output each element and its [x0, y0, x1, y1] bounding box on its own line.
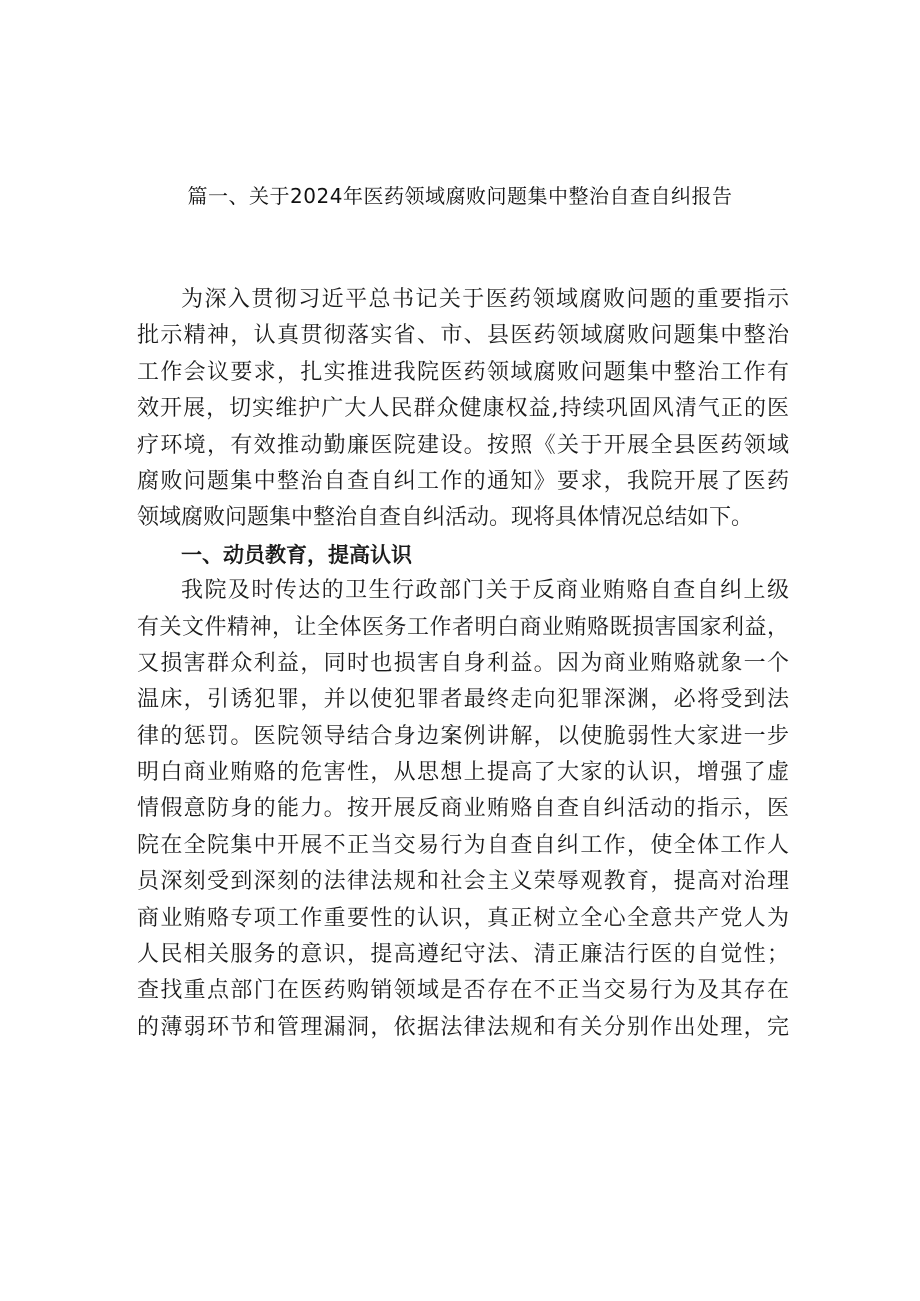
text-line: 明白商业贿赂的危害性，从思想上提高了大家的认识，增强了虚 [137, 760, 789, 786]
text-line: 商业贿赂专项工作重要性的认识，真正树立全心全意共产党人为 [137, 905, 789, 931]
text-line: 工作会议要求，扎实推进我院医药领域腐败问题集中整治工作有 [137, 359, 789, 385]
text-line: 查找重点部门在医药购销领域是否存在不正当交易行为及其存在 [137, 978, 789, 1004]
text-line: 有关文件精神，让全体医务工作者明白商业贿赂既损害国家利益， [137, 614, 789, 640]
section-heading: 一、动员教育，提高认识 [181, 542, 412, 567]
text-line: 员深刻受到深刻的法律法规和社会主义荣辱观教育，提高对治理 [137, 869, 789, 895]
text-line: 批示精神，认真贯彻落实省、市、县医药领域腐败问题集中整治 [137, 323, 789, 349]
text-line: 腐败问题集中整治自查自纠工作的通知》要求，我院开展了医药 [137, 468, 789, 494]
document-title: 篇一、关于2024年医药领域腐败问题集中整治自查自纠报告 [187, 184, 733, 208]
text-line: 领域腐败问题集中整治自查自纠活动。现将具体情况总结如下。 [137, 505, 754, 531]
document-body [137, 282, 789, 1046]
text-line: 院在全院集中开展不正当交易行为自查自纠工作，使全体工作人 [137, 832, 789, 858]
text-line: 人民相关服务的意识，提高遵纪守法、清正廉洁行医的自觉性； [137, 942, 789, 968]
text-line: 的薄弱环节和管理漏洞，依据法律法规和有关分别作出处理，完 [137, 1014, 789, 1040]
paragraph-intro [137, 282, 789, 537]
text-line: 我院及时传达的卫生行政部门关于反商业贿赂自查自纠上级 [181, 578, 789, 604]
text-line: 情假意防身的能力。按开展反商业贿赂自查自纠活动的指示，医 [137, 796, 789, 822]
text-line: 疗环境，有效推动勤廉医院建设。按照《关于开展全县医药领域 [137, 432, 789, 458]
text-line: 温床，引诱犯罪，并以使犯罪者最终走向犯罪深渊，必将受到法 [137, 687, 789, 713]
text-line: 律的惩罚。医院领导结合身边案例讲解，以使脆弱性大家进一步 [137, 723, 789, 749]
text-line: 效开展，切实维护广大人民群众健康权益,持续巩固风清气正的医 [137, 396, 789, 422]
paragraph-section1 [137, 573, 789, 1046]
text-line: 又损害群众利益，同时也损害自身利益。因为商业贿赂就象一个 [137, 650, 789, 676]
text-line: 为深入贯彻习近平总书记关于医药领域腐败问题的重要指示 [181, 287, 789, 312]
